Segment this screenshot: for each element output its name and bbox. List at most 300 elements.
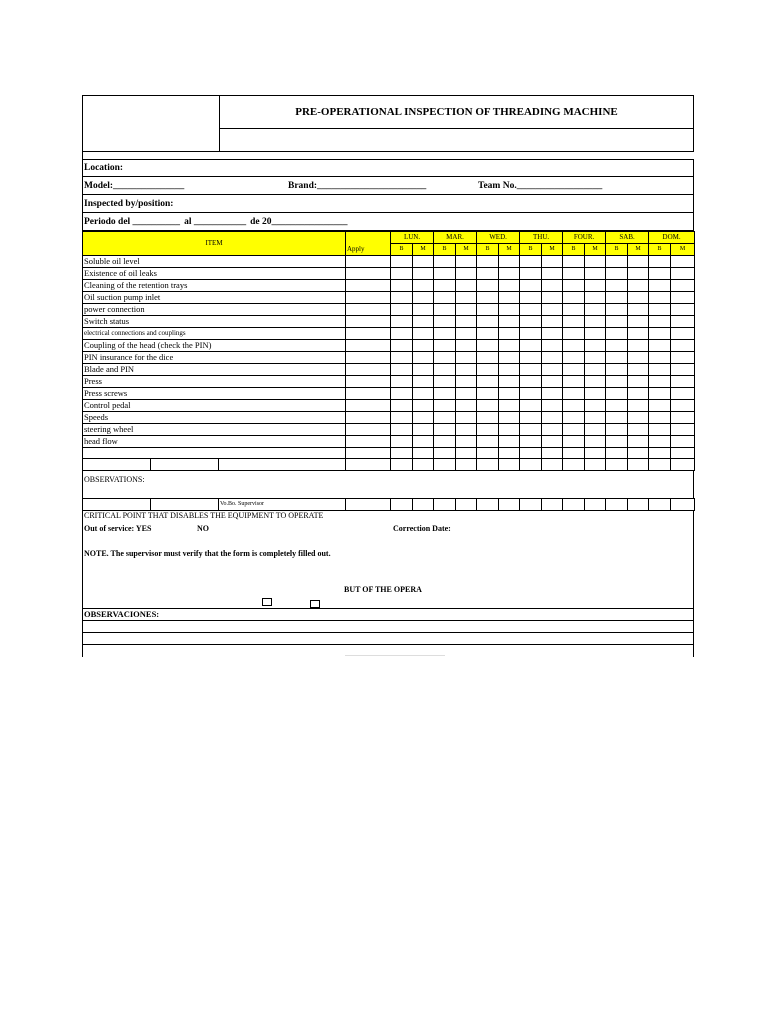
check-cell[interactable]: [649, 436, 671, 448]
check-cell[interactable]: [434, 292, 456, 304]
check-cell[interactable]: [606, 498, 628, 510]
sub-header-b: B: [649, 244, 671, 256]
check-cell[interactable]: [520, 268, 542, 280]
check-cell[interactable]: [477, 376, 499, 388]
check-cell[interactable]: [434, 328, 456, 340]
check-cell[interactable]: [606, 364, 628, 376]
check-cell[interactable]: [477, 412, 499, 424]
check-cell[interactable]: [434, 340, 456, 352]
check-cell[interactable]: [413, 328, 434, 340]
check-cell[interactable]: [520, 498, 542, 510]
check-cell[interactable]: [477, 436, 499, 448]
check-cell[interactable]: [606, 256, 628, 268]
apply-cell[interactable]: [346, 400, 391, 412]
check-cell[interactable]: [520, 340, 542, 352]
check-cell[interactable]: [563, 400, 585, 412]
check-cell[interactable]: [413, 448, 434, 459]
blank-cell[interactable]: [151, 498, 219, 510]
check-cell[interactable]: [628, 388, 649, 400]
check-cell[interactable]: [585, 292, 606, 304]
check-cell[interactable]: [456, 400, 477, 412]
apply-cell[interactable]: [346, 352, 391, 364]
check-cell[interactable]: [585, 268, 606, 280]
check-cell[interactable]: [649, 292, 671, 304]
check-cell[interactable]: [391, 328, 413, 340]
check-cell[interactable]: [628, 292, 649, 304]
apply-cell[interactable]: [346, 376, 391, 388]
check-cell[interactable]: [434, 448, 456, 459]
check-cell[interactable]: [413, 459, 434, 470]
apply-cell[interactable]: [346, 412, 391, 424]
check-cell[interactable]: [391, 280, 413, 292]
check-cell[interactable]: [542, 459, 563, 470]
check-cell[interactable]: [649, 256, 671, 268]
check-cell[interactable]: [456, 352, 477, 364]
check-cell[interactable]: [563, 292, 585, 304]
check-cell[interactable]: [477, 459, 499, 470]
check-cell[interactable]: [606, 292, 628, 304]
check-cell[interactable]: [456, 459, 477, 470]
check-cell[interactable]: [585, 436, 606, 448]
check-cell[interactable]: [649, 364, 671, 376]
blank-cell[interactable]: [151, 459, 219, 470]
check-cell[interactable]: [585, 304, 606, 316]
check-cell[interactable]: [606, 268, 628, 280]
check-cell[interactable]: [477, 316, 499, 328]
check-cell[interactable]: [628, 316, 649, 328]
check-cell[interactable]: [456, 364, 477, 376]
apply-cell[interactable]: [346, 292, 391, 304]
check-cell[interactable]: [456, 388, 477, 400]
check-cell[interactable]: [649, 400, 671, 412]
check-cell[interactable]: [413, 304, 434, 316]
blank-cell[interactable]: [83, 498, 151, 510]
check-cell[interactable]: [542, 280, 563, 292]
check-cell[interactable]: [456, 280, 477, 292]
check-cell[interactable]: [542, 340, 563, 352]
check-cell[interactable]: [563, 376, 585, 388]
check-cell[interactable]: [606, 400, 628, 412]
check-cell[interactable]: [391, 412, 413, 424]
check-cell[interactable]: [649, 376, 671, 388]
check-cell[interactable]: [628, 412, 649, 424]
check-cell[interactable]: [520, 400, 542, 412]
check-cell[interactable]: [649, 268, 671, 280]
check-cell[interactable]: [456, 328, 477, 340]
check-cell[interactable]: [413, 340, 434, 352]
check-cell[interactable]: [671, 328, 695, 340]
check-cell[interactable]: [606, 316, 628, 328]
check-cell[interactable]: [391, 424, 413, 436]
apply-cell[interactable]: [346, 256, 391, 268]
check-cell[interactable]: [477, 328, 499, 340]
check-cell[interactable]: [671, 424, 695, 436]
check-cell[interactable]: [477, 498, 499, 510]
apply-cell[interactable]: [346, 388, 391, 400]
item-label: Press: [83, 376, 346, 388]
check-cell[interactable]: [477, 352, 499, 364]
check-cell[interactable]: [413, 376, 434, 388]
check-cell[interactable]: [391, 304, 413, 316]
check-cell[interactable]: [671, 459, 695, 470]
check-cell[interactable]: [520, 352, 542, 364]
check-cell[interactable]: [413, 364, 434, 376]
check-cell[interactable]: [391, 376, 413, 388]
check-cell[interactable]: [456, 256, 477, 268]
check-cell[interactable]: [542, 448, 563, 459]
check-cell[interactable]: [542, 268, 563, 280]
check-cell[interactable]: [606, 448, 628, 459]
check-cell[interactable]: [585, 459, 606, 470]
check-cell[interactable]: [628, 280, 649, 292]
check-cell[interactable]: [499, 388, 520, 400]
check-cell[interactable]: [649, 459, 671, 470]
check-cell[interactable]: [563, 352, 585, 364]
apply-cell[interactable]: [346, 268, 391, 280]
apply-cell[interactable]: [346, 364, 391, 376]
check-cell[interactable]: [606, 304, 628, 316]
check-cell[interactable]: [585, 424, 606, 436]
check-cell[interactable]: [456, 292, 477, 304]
check-cell[interactable]: [671, 352, 695, 364]
apply-cell[interactable]: [346, 424, 391, 436]
check-cell[interactable]: [391, 436, 413, 448]
check-cell[interactable]: [671, 292, 695, 304]
check-cell[interactable]: [391, 364, 413, 376]
check-cell[interactable]: [434, 376, 456, 388]
check-cell[interactable]: [434, 459, 456, 470]
check-cell[interactable]: [520, 304, 542, 316]
check-cell[interactable]: [391, 498, 413, 510]
check-cell[interactable]: [434, 280, 456, 292]
check-cell[interactable]: [542, 412, 563, 424]
check-cell[interactable]: [585, 364, 606, 376]
check-cell[interactable]: [477, 400, 499, 412]
check-cell[interactable]: [413, 400, 434, 412]
check-cell[interactable]: [563, 340, 585, 352]
check-cell[interactable]: [606, 424, 628, 436]
check-cell[interactable]: [606, 412, 628, 424]
check-cell[interactable]: [434, 436, 456, 448]
check-cell[interactable]: [628, 498, 649, 510]
apply-cell[interactable]: [346, 498, 391, 510]
check-cell[interactable]: [606, 436, 628, 448]
check-cell[interactable]: [434, 412, 456, 424]
blank-cell[interactable]: [219, 459, 346, 470]
blank-cell[interactable]: [83, 459, 151, 470]
checkbox-yes[interactable]: [262, 598, 272, 606]
check-cell[interactable]: [563, 448, 585, 459]
check-cell[interactable]: [671, 304, 695, 316]
apply-cell[interactable]: [346, 304, 391, 316]
item-label[interactable]: [83, 448, 346, 459]
check-cell[interactable]: [520, 424, 542, 436]
check-cell[interactable]: [413, 424, 434, 436]
check-cell[interactable]: [628, 424, 649, 436]
check-cell[interactable]: [671, 436, 695, 448]
check-cell[interactable]: [606, 388, 628, 400]
check-cell[interactable]: [585, 352, 606, 364]
apply-cell[interactable]: [346, 436, 391, 448]
check-cell[interactable]: [649, 388, 671, 400]
check-cell[interactable]: [456, 316, 477, 328]
check-cell[interactable]: [585, 328, 606, 340]
check-cell[interactable]: [606, 352, 628, 364]
apply-cell[interactable]: [346, 459, 391, 470]
check-cell[interactable]: [649, 280, 671, 292]
check-cell[interactable]: [499, 412, 520, 424]
check-cell[interactable]: [671, 340, 695, 352]
check-cell[interactable]: [499, 400, 520, 412]
check-cell[interactable]: [628, 364, 649, 376]
check-cell[interactable]: [649, 352, 671, 364]
check-cell[interactable]: [413, 352, 434, 364]
check-cell[interactable]: [499, 498, 520, 510]
check-cell[interactable]: [563, 316, 585, 328]
table-row: [83, 328, 695, 340]
check-cell[interactable]: [499, 424, 520, 436]
check-cell[interactable]: [520, 280, 542, 292]
check-cell[interactable]: [606, 376, 628, 388]
check-cell[interactable]: [628, 328, 649, 340]
check-cell[interactable]: [628, 352, 649, 364]
check-cell[interactable]: [477, 364, 499, 376]
check-cell[interactable]: [542, 436, 563, 448]
check-cell[interactable]: [628, 340, 649, 352]
check-cell[interactable]: [413, 412, 434, 424]
check-cell[interactable]: [542, 424, 563, 436]
check-cell[interactable]: [434, 400, 456, 412]
check-cell[interactable]: [456, 448, 477, 459]
check-cell[interactable]: [563, 424, 585, 436]
check-cell[interactable]: [413, 280, 434, 292]
check-cell[interactable]: [563, 412, 585, 424]
check-cell[interactable]: [671, 376, 695, 388]
check-cell[interactable]: [477, 256, 499, 268]
check-cell[interactable]: [671, 364, 695, 376]
check-cell[interactable]: [542, 292, 563, 304]
apply-cell[interactable]: [346, 448, 391, 459]
check-cell[interactable]: [628, 268, 649, 280]
check-cell[interactable]: [649, 316, 671, 328]
check-cell[interactable]: [391, 388, 413, 400]
apply-cell[interactable]: [346, 316, 391, 328]
check-cell[interactable]: [520, 459, 542, 470]
check-cell[interactable]: [628, 459, 649, 470]
check-cell[interactable]: [477, 292, 499, 304]
check-cell[interactable]: [499, 316, 520, 328]
check-cell[interactable]: [520, 316, 542, 328]
check-cell[interactable]: [434, 256, 456, 268]
check-cell[interactable]: [520, 436, 542, 448]
check-cell[interactable]: [520, 412, 542, 424]
check-cell[interactable]: [391, 459, 413, 470]
check-cell[interactable]: [563, 459, 585, 470]
check-cell[interactable]: [434, 304, 456, 316]
check-cell[interactable]: [563, 436, 585, 448]
check-cell[interactable]: [391, 256, 413, 268]
check-cell[interactable]: [456, 498, 477, 510]
checkbox-no[interactable]: [310, 600, 320, 608]
check-cell[interactable]: [671, 448, 695, 459]
check-cell[interactable]: [585, 498, 606, 510]
check-cell[interactable]: [628, 448, 649, 459]
check-cell[interactable]: [585, 400, 606, 412]
check-cell[interactable]: [585, 280, 606, 292]
check-cell[interactable]: [391, 352, 413, 364]
check-cell[interactable]: [649, 304, 671, 316]
check-cell[interactable]: [585, 388, 606, 400]
check-cell[interactable]: [413, 316, 434, 328]
check-cell[interactable]: [563, 388, 585, 400]
check-cell[interactable]: [391, 268, 413, 280]
check-cell[interactable]: [628, 400, 649, 412]
check-cell[interactable]: [585, 340, 606, 352]
check-cell[interactable]: [606, 328, 628, 340]
check-cell[interactable]: [671, 498, 695, 510]
check-cell[interactable]: [671, 400, 695, 412]
check-cell[interactable]: [542, 304, 563, 316]
check-cell[interactable]: [456, 268, 477, 280]
check-cell[interactable]: [542, 376, 563, 388]
check-cell[interactable]: [499, 292, 520, 304]
check-cell[interactable]: [499, 459, 520, 470]
check-cell[interactable]: [413, 292, 434, 304]
check-cell[interactable]: [413, 388, 434, 400]
check-cell[interactable]: [585, 316, 606, 328]
check-cell[interactable]: [542, 328, 563, 340]
check-cell[interactable]: [499, 328, 520, 340]
check-cell[interactable]: [520, 364, 542, 376]
check-cell[interactable]: [628, 256, 649, 268]
check-cell[interactable]: [585, 256, 606, 268]
check-cell[interactable]: [477, 304, 499, 316]
check-cell[interactable]: [520, 292, 542, 304]
check-cell[interactable]: [649, 498, 671, 510]
check-cell[interactable]: [499, 352, 520, 364]
check-cell[interactable]: [456, 412, 477, 424]
check-cell[interactable]: [563, 328, 585, 340]
check-cell[interactable]: [585, 448, 606, 459]
check-cell[interactable]: [606, 280, 628, 292]
check-cell[interactable]: [499, 448, 520, 459]
check-cell[interactable]: [671, 268, 695, 280]
check-cell[interactable]: [520, 448, 542, 459]
check-cell[interactable]: [413, 268, 434, 280]
day-header: WED.: [477, 232, 520, 244]
check-cell[interactable]: [391, 448, 413, 459]
check-cell[interactable]: [456, 340, 477, 352]
check-cell[interactable]: [563, 498, 585, 510]
check-cell[interactable]: [499, 268, 520, 280]
check-cell[interactable]: [606, 340, 628, 352]
check-cell[interactable]: [499, 340, 520, 352]
check-cell[interactable]: [649, 412, 671, 424]
check-cell[interactable]: [499, 256, 520, 268]
check-cell[interactable]: [456, 304, 477, 316]
check-cell[interactable]: [477, 268, 499, 280]
check-cell[interactable]: [434, 268, 456, 280]
item-label: Press screws: [83, 388, 346, 400]
apply-cell[interactable]: [346, 328, 391, 340]
check-cell[interactable]: [456, 376, 477, 388]
check-cell[interactable]: [542, 316, 563, 328]
check-cell[interactable]: [563, 304, 585, 316]
check-cell[interactable]: [520, 256, 542, 268]
check-cell[interactable]: [434, 498, 456, 510]
check-cell[interactable]: [649, 424, 671, 436]
check-cell[interactable]: [671, 388, 695, 400]
table-row: [83, 448, 695, 459]
check-cell[interactable]: [585, 376, 606, 388]
check-cell[interactable]: [434, 424, 456, 436]
check-cell[interactable]: [671, 280, 695, 292]
check-cell[interactable]: [391, 400, 413, 412]
check-cell[interactable]: [477, 388, 499, 400]
check-cell[interactable]: [434, 388, 456, 400]
check-cell[interactable]: [649, 448, 671, 459]
check-cell[interactable]: [477, 448, 499, 459]
check-cell[interactable]: [671, 316, 695, 328]
check-cell[interactable]: [520, 328, 542, 340]
check-cell[interactable]: [499, 436, 520, 448]
check-cell[interactable]: [649, 328, 671, 340]
check-cell[interactable]: [391, 292, 413, 304]
check-cell[interactable]: [477, 340, 499, 352]
check-cell[interactable]: [542, 256, 563, 268]
check-cell[interactable]: [520, 376, 542, 388]
check-cell[interactable]: [499, 280, 520, 292]
check-cell[interactable]: [499, 304, 520, 316]
check-cell[interactable]: [477, 424, 499, 436]
check-cell[interactable]: [563, 280, 585, 292]
check-cell[interactable]: [456, 424, 477, 436]
check-cell[interactable]: [434, 316, 456, 328]
check-cell[interactable]: [628, 304, 649, 316]
check-cell[interactable]: [606, 459, 628, 470]
check-cell[interactable]: [585, 412, 606, 424]
check-cell[interactable]: [456, 436, 477, 448]
check-cell[interactable]: [413, 436, 434, 448]
check-cell[interactable]: [434, 352, 456, 364]
check-cell[interactable]: [434, 364, 456, 376]
check-cell[interactable]: [499, 376, 520, 388]
check-cell[interactable]: [628, 436, 649, 448]
check-cell[interactable]: [671, 412, 695, 424]
check-cell[interactable]: [542, 400, 563, 412]
check-cell[interactable]: [542, 388, 563, 400]
check-cell[interactable]: [391, 316, 413, 328]
check-cell[interactable]: [649, 340, 671, 352]
apply-cell[interactable]: [346, 280, 391, 292]
check-cell[interactable]: [477, 280, 499, 292]
check-cell[interactable]: [563, 256, 585, 268]
item-label: Control pedal: [83, 400, 346, 412]
check-cell[interactable]: [413, 256, 434, 268]
check-cell[interactable]: [542, 498, 563, 510]
check-cell[interactable]: [628, 376, 649, 388]
check-cell[interactable]: [563, 268, 585, 280]
check-cell[interactable]: [391, 340, 413, 352]
apply-cell[interactable]: [346, 340, 391, 352]
check-cell[interactable]: [563, 364, 585, 376]
check-cell[interactable]: [542, 364, 563, 376]
check-cell[interactable]: [520, 388, 542, 400]
check-cell[interactable]: [671, 256, 695, 268]
check-cell[interactable]: [499, 364, 520, 376]
check-cell[interactable]: [413, 498, 434, 510]
check-cell[interactable]: [542, 352, 563, 364]
